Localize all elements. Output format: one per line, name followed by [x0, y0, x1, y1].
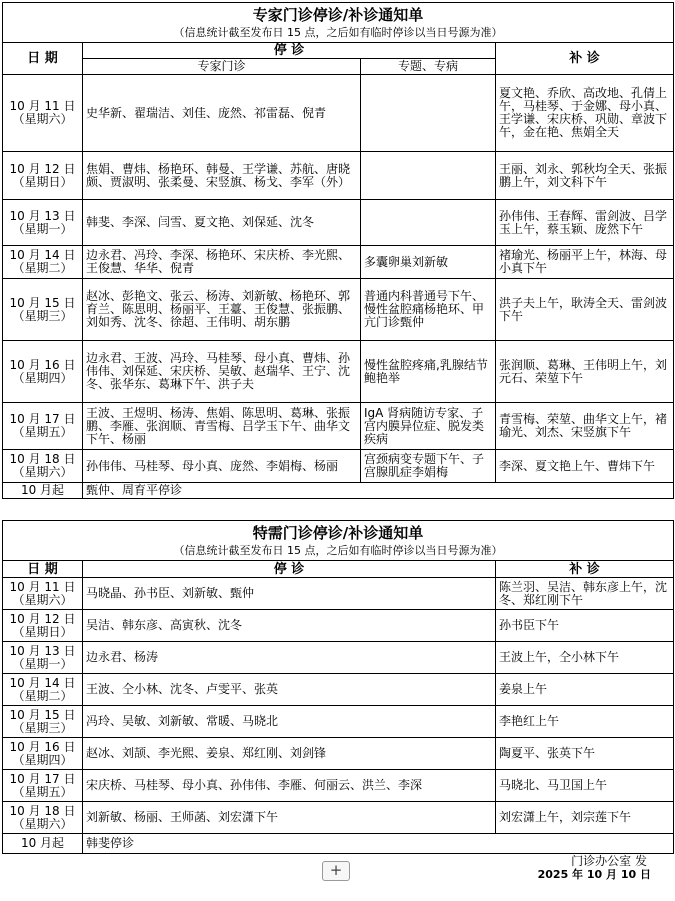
- expert-stop-cell: 边永君、王波、冯玲、马桂琴、母小真、曹炜、孙伟伟、刘保延、宋庆桥、吴敏、赵瑞华、王宁、沈冬、张华东、葛琳下午、洪子夫: [83, 341, 361, 403]
- date-cell: 10 月 15 日 （星期三）: [3, 279, 83, 341]
- special-title-cell: [3, 521, 674, 561]
- special-col-date: 日 期: [3, 561, 83, 578]
- expert-col-date: 日 期: [3, 43, 83, 75]
- special-col-stop: 停 诊: [83, 561, 496, 578]
- table-row: [3, 450, 674, 483]
- expert-subtitle: （信息统计截至发布日 15 点，之后如有临时停诊以当日号源为准）: [173, 26, 503, 39]
- stop-cell: 刘新敏、杨丽、王师菡、刘宏潇下午: [83, 802, 496, 834]
- date-cell: 10 月 11 日 （星期六）: [3, 75, 83, 152]
- special-notice-table: [2, 520, 674, 854]
- date-cell: 10 月 15 日 （星期三）: [3, 706, 83, 738]
- table-row: [3, 610, 674, 642]
- special-stop-cell: 宫颈病变专题下午、子宫腺肌症李娟梅: [361, 450, 496, 483]
- table-row: [3, 200, 674, 246]
- table-row: [3, 802, 674, 834]
- add-cell: 褚瑜光、杨丽平上午，林海、母小真下午: [496, 246, 674, 279]
- expert-title-cell: [3, 3, 674, 43]
- table-row: [3, 403, 674, 450]
- special-col-add: 补 诊: [496, 561, 674, 578]
- table-row: [3, 738, 674, 770]
- expert-col-expert: 专家门诊: [83, 59, 361, 75]
- add-cell: 孙伟伟、王春辉、雷剑波、吕学玉上午，蔡玉颖、庞然下午: [496, 200, 674, 246]
- expert-col-add: 补 诊: [496, 43, 674, 75]
- add-page-button[interactable]: +: [322, 861, 350, 881]
- add-cell: 陈兰羽、吴洁、韩东彦上午，沈冬、郑红刚下午: [496, 578, 674, 610]
- add-cell: 青雪梅、荣堃、曲华文上午，褚瑜光、刘杰、宋竖旗下午: [496, 403, 674, 450]
- add-cell: 李深、夏文艳上午、曹炜下午: [496, 450, 674, 483]
- stop-cell: 宋庆桥、马桂琴、母小真、孙伟伟、李雁、何丽云、洪兰、李深: [83, 770, 496, 802]
- special-subtitle: （信息统计截至发布日 15 点，之后如有临时停诊以当日号源为准）: [173, 544, 503, 557]
- table-row: [3, 770, 674, 802]
- add-cell: 马晓北、马卫国上午: [496, 770, 674, 802]
- issue-date: 2025 年 10 月 10 日: [537, 868, 651, 881]
- stop-cell: 边永君、杨涛: [83, 642, 496, 674]
- expert-title: 专家门诊停诊/补诊通知单: [252, 6, 424, 24]
- add-cell: 陶夏平、张英下午: [496, 738, 674, 770]
- date-cell: 10 月 13 日 （星期一）: [3, 642, 83, 674]
- stop-cell: 赵冰、刘颉、李光熙、姜泉、郑红刚、刘剑锋: [83, 738, 496, 770]
- date-cell: 10 月 18 日 （星期六）: [3, 802, 83, 834]
- expert-stop-cell: 王波、王煜明、杨涛、焦娟、陈思明、葛琳、张振鹏、李雁、张润顺、青雪梅、吕学玉下午、曲华文下午、杨丽: [83, 403, 361, 450]
- date-cell: 10 月 18 日 （星期六）: [3, 450, 83, 483]
- add-cell: 王波上午，仝小林下午: [496, 642, 674, 674]
- date-cell: 10 月 17 日 （星期五）: [3, 770, 83, 802]
- date-cell: 10 月 17 日 （星期五）: [3, 403, 83, 450]
- special-stop-cell: 慢性盆腔疼痛,乳腺结节鲍艳举: [361, 341, 496, 403]
- date-cell: 10 月 14 日 （星期二）: [3, 246, 83, 279]
- expert-col-stop: 停 诊: [83, 43, 496, 59]
- date-cell: 10 月 16 日 （星期四）: [3, 738, 83, 770]
- add-cell: 王丽、刘永、郭秋均全天、张振鹏上午，刘文科下午: [496, 152, 674, 200]
- table-row: [3, 279, 674, 341]
- add-cell: 姜泉上午: [496, 674, 674, 706]
- date-cell: 10 月 14 日 （星期二）: [3, 674, 83, 706]
- add-cell: 洪子夫上午，耿涛全天、雷剑波下午: [496, 279, 674, 341]
- expert-stop-cell: 史华新、翟瑞洁、刘佳、庞然、祁雷磊、倪青: [83, 75, 361, 152]
- expert-stop-cell: 焦娟、曹炜、杨艳环、韩曼、王学谦、苏航、唐晓颇、贾淑明、张柔曼、宋竖旗、杨戈、李军（外）: [83, 152, 361, 200]
- special-notice-sheet: [2, 520, 673, 854]
- issuer-footer: [538, 854, 651, 882]
- date-cell: 10 月 11 日 （星期六）: [3, 578, 83, 610]
- long-term-stop-cell: 韩斐停诊: [83, 834, 674, 854]
- date-cell: 10 月 12 日 （星期日）: [3, 152, 83, 200]
- stop-cell: 王波、仝小林、沈冬、卢雯平、张英: [83, 674, 496, 706]
- special-stop-cell: 多囊卵巢刘新敏: [361, 246, 496, 279]
- date-cell: 10 月 16 日 （星期四）: [3, 341, 83, 403]
- table-row: [3, 706, 674, 738]
- table-row: [3, 674, 674, 706]
- table-row: [3, 578, 674, 610]
- date-cell: 10 月起: [3, 483, 83, 499]
- special-stop-cell: [361, 152, 496, 200]
- date-cell: 10 月起: [3, 834, 83, 854]
- expert-notice-sheet: [2, 2, 673, 499]
- stop-cell: 冯玲、吴敏、刘新敏、常暖、马晓北: [83, 706, 496, 738]
- expert-stop-cell: 赵冰、彭艳文、张云、杨涛、刘新敏、杨艳环、郭育兰、陈思明、杨丽平、王薹、王俊慧、张振鹏、刘如秀、沈冬、徐超、王伟明、胡东鹏: [83, 279, 361, 341]
- table-row: [3, 341, 674, 403]
- expert-col-special: 专题、专病: [361, 59, 496, 75]
- add-cell: 李艳红上午: [496, 706, 674, 738]
- special-title: 特需门诊停诊/补诊通知单: [252, 524, 424, 542]
- add-cell: 刘宏潇上午，刘宗莲下午: [496, 802, 674, 834]
- special-stop-cell: IgA 肾病随访专家、子宫内膜异位症、脱发类疾病: [361, 403, 496, 450]
- expert-notice-table: [2, 2, 674, 499]
- stop-cell: 马晓晶、孙书臣、刘新敏、甄仲: [83, 578, 496, 610]
- table-row: [3, 246, 674, 279]
- add-cell: 张润顺、葛琳、王伟明上午，刘元石、荣堃下午: [496, 341, 674, 403]
- expert-stop-cell: 边永君、冯玲、李深、杨艳环、宋庆桥、李光熙、王俊慧、华华、倪青: [83, 246, 361, 279]
- date-cell: 10 月 12 日 （星期日）: [3, 610, 83, 642]
- special-stop-cell: [361, 75, 496, 152]
- add-cell: 夏文艳、乔欣、高改地、孔倩上午，马桂琴、于金娜、母小真、王学谦、宋庆桥、巩勋、章波下午，金在艳、焦娟全天: [496, 75, 674, 152]
- expert-stop-cell: 孙伟伟、马桂琴、母小真、庞然、李娟梅、杨丽: [83, 450, 361, 483]
- date-cell: 10 月 13 日 （星期一）: [3, 200, 83, 246]
- special-stop-cell: [361, 200, 496, 246]
- issuer-office: 门诊办公室 发: [571, 854, 647, 868]
- special-stop-cell: 普通内科普通号下午、慢性盆腔痛杨艳环、甲亢门诊甄仲: [361, 279, 496, 341]
- table-row: [3, 75, 674, 152]
- table-row: [3, 834, 674, 854]
- add-cell: 孙书臣下午: [496, 610, 674, 642]
- expert-stop-cell: 韩斐、李深、闫雪、夏文艳、刘保延、沈冬: [83, 200, 361, 246]
- stop-cell: 吴洁、韩东彦、高寅秋、沈冬: [83, 610, 496, 642]
- table-row: [3, 642, 674, 674]
- table-row: [3, 483, 674, 499]
- table-row: [3, 152, 674, 200]
- long-term-stop-cell: 甄仲、周育平停诊: [83, 483, 674, 499]
